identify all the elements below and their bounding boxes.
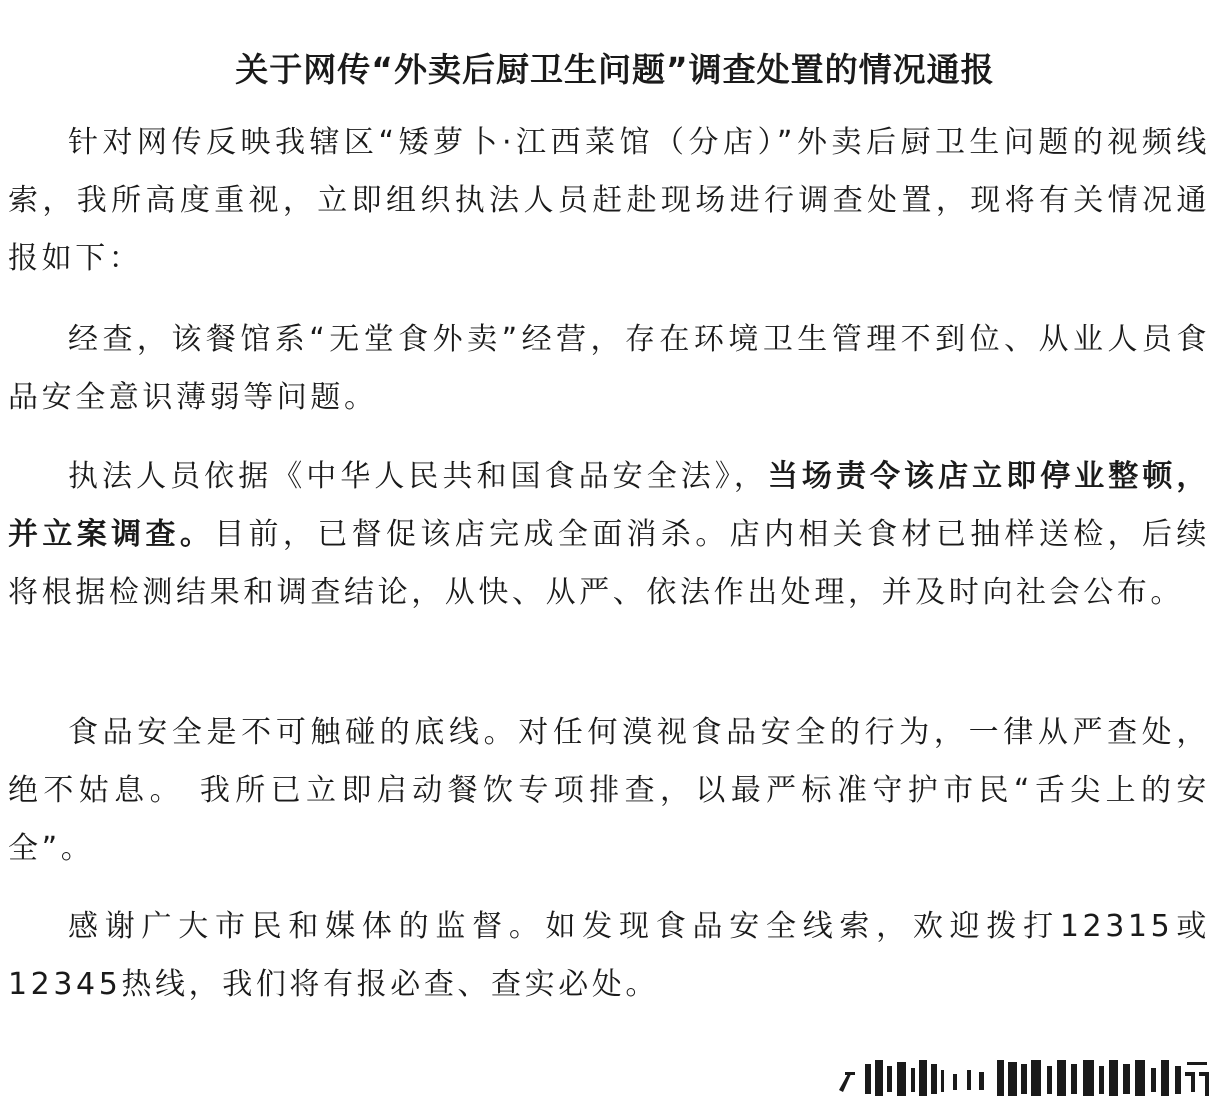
enforcement-rest-text: 目前，已督促该店完成全面消杀。店内相关食材已抽样送检，后续将根据检测结果和调查结论，从快、从严、依法作出处理，并及时向社会公布。	[8, 517, 1210, 610]
notice-title: 关于网传“外卖后厨卫生问题”调查处置的情况通报	[235, 50, 995, 90]
paragraph-thanks: 感谢广大市民和媒体的监督。如发现食品安全线索，欢迎拨打12315或12345热线，我们将有报必查、查实必处。	[8, 909, 1210, 1002]
paragraph-enforcement	[8, 448, 1210, 622]
paragraph-food-safety: 食品安全是不可触碰的底线。对任何漠视食品安全的行为，一律从严查处，绝不姑息。 我所已立即启动餐饮专项排查，以最严标准守护市民“舌尖上的安全”。	[8, 715, 1210, 866]
enforcement-lead-text: 执法人员依据《中华人民共和国食品安全法》，	[68, 459, 768, 494]
enforcement-bold-text: 当场责令该店立即停业整顿，并立案调查。	[8, 459, 1210, 552]
redacted-signature	[835, 1052, 1215, 1098]
paragraph-findings: 经查，该餐馆系“无堂食外卖”经营，存在环境卫生管理不到位、从业人员食品安全意识薄弱等问题。	[8, 322, 1210, 415]
paragraph-intro: 针对网传反映我辖区“矮萝卜·江西菜馆（分店）”外卖后厨卫生问题的视频线索，我所高度重视，立即组织执法人员赶赴现场进行调查处置，现将有关情况通报如下：	[8, 125, 1210, 276]
